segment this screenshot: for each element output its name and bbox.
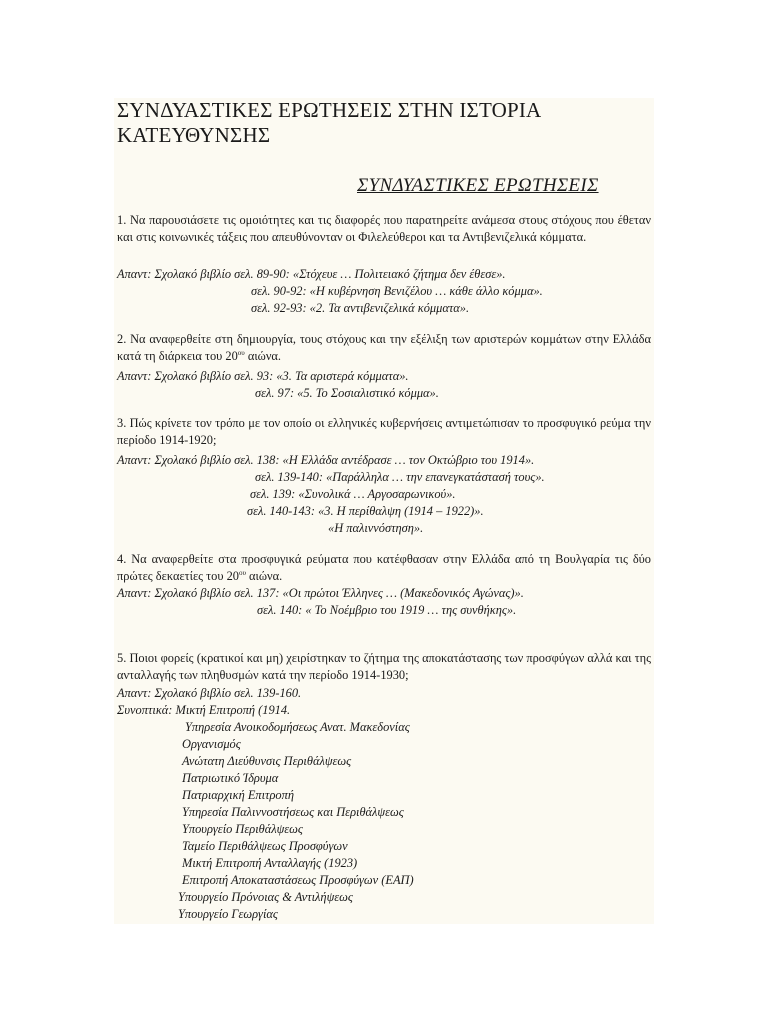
answer-line: Απαντ: Σχολακό βιβλίο σελ. 138: «Η Ελλάδα αντέδρασε … τον Οκτώβριο του 1914». bbox=[117, 453, 535, 467]
answer-line: σελ. 90-92: «Η κυβέρνηση Βενιζέλου … κάθε άλλο κόμμα». bbox=[251, 284, 543, 298]
list-item: Οργανισμός bbox=[182, 737, 241, 751]
list-item: Υπηρεσία Παλιννοστήσεως και Περιθάλψεως bbox=[182, 805, 404, 819]
answer-line: Απαντ: Σχολακό βιβλίο σελ. 93: «3. Τα αριστερά κόμματα». bbox=[117, 369, 409, 383]
answer-line: σελ. 97: «5. Το Σοσιαλιστικό κόμμα». bbox=[255, 386, 439, 400]
list-item: Υπηρεσία Ανοικοδομήσεως Ανατ. Μακεδονίας bbox=[185, 720, 410, 734]
list-item: Ταμείο Περιθάλψεως Προσφύγων bbox=[182, 839, 348, 853]
list-item: Πατριαρχική Επιτροπή bbox=[182, 788, 294, 802]
list-item: Υπουργείο Περιθάλψεως bbox=[182, 822, 303, 836]
question-5: 5. Ποιοι φορείς (κρατικοί και μη) χειρίστηκαν το ζήτημα της αποκατάστασης των προσφύγων αλλά και της ανταλλαγής των πληθυσμών κατά την περίοδο 1914-1930; bbox=[117, 651, 651, 682]
answer-line: σελ. 140-143: «3. Η περίθαλψη (1914 – 1922)». bbox=[247, 504, 484, 518]
list-item: Πατριωτικό Ίδρυμα bbox=[182, 771, 279, 785]
question-4: 4. Να αναφερθείτε στα προσφυγικά ρεύματα που κατέφθασαν στην Ελλάδα από τη Βουλγαρία τις δύο πρώτες δεκαετίες του $20^{o\upsilon}$ αιώνα. bbox=[117, 552, 651, 583]
answer-line: Απαντ: Σχολακό βιβλίο σελ. 139-160. bbox=[117, 686, 302, 700]
question-2: 2. Να αναφερθείτε στη δημιουργία, τους στόχους και την εξέλιξη των αριστερών κομμάτων στην Ελλάδα κατά τη διάρκεια του $20^{o\upsilon}$ αιώνα. bbox=[117, 332, 651, 363]
question-1: 1. Να παρουσιάσετε τις ομοιότητες και τις διαφορές που παρατηρείτε ανάμεσα στους στόχους που έθεταν και στις κοινωνικές τάξεις που απευθύνονταν οι Φιλελεύθεροι και τα Αντιβενιζελικά κόμματα. bbox=[117, 213, 651, 244]
answer-line: Απαντ: Σχολακό βιβλίο σελ. 89-90: «Στόχευε … Πολιτειακό ζήτημα δεν έθεσε». bbox=[117, 267, 506, 281]
answer-line: σελ. 92-93: «2. Τα αντιβενιζελικά κόμματα». bbox=[251, 301, 470, 315]
answer-line: σελ. 139-140: «Παράλληλα … την επανεγκατάστασή τους». bbox=[255, 470, 545, 484]
answer-line: σελ. 139: «Συνολικά … Αργοσαρωνικού». bbox=[250, 487, 456, 501]
document-title: ΣΥΝΔΥΑΣΤΙΚΕΣ ΕΡΩΤΗΣΕΙΣ ΣΤΗΝ ΙΣΤΟΡΙΑ ΚΑΤΕΥΘΥΝΣΗΣ bbox=[117, 98, 541, 147]
answer-line: «Η παλιννόστηση». bbox=[328, 521, 424, 535]
list-item: Υπουργείο Γεωργίας bbox=[178, 907, 278, 921]
section-heading: ΣΥΝΔΥΑΣΤΙΚΕΣ ΕΡΩΤΗΣΕΙΣ bbox=[357, 175, 599, 196]
answer-line: Συνοπτικά: Μικτή Επιτροπή (1914. bbox=[117, 703, 291, 717]
list-item: Επιτροπή Αποκαταστάσεως Προσφύγων (ΕΑΠ) bbox=[182, 873, 414, 887]
answer-line: Απαντ: Σχολακό βιβλίο σελ. 137: «Οι πρώτοι Έλληνες … (Μακεδονικός Αγώνας)». bbox=[117, 586, 524, 600]
list-item: Ανώτατη Διεύθυνσις Περιθάλψεως bbox=[182, 754, 352, 768]
list-item: Υπουργείο Πρόνοιας & Αντιλήψεως bbox=[178, 890, 353, 904]
answer-line: σελ. 140: « Το Νοέμβριο του 1919 … της συνθήκης». bbox=[257, 603, 517, 617]
list-item: Μικτή Επιτροπή Ανταλλαγής (1923) bbox=[182, 856, 358, 870]
question-3: 3. Πώς κρίνετε τον τρόπο με τον οποίο οι ελληνικές κυβερνήσεις αντιμετώπισαν το προσφυγικό ρεύμα την περίοδο 1914-1920; bbox=[117, 416, 651, 447]
